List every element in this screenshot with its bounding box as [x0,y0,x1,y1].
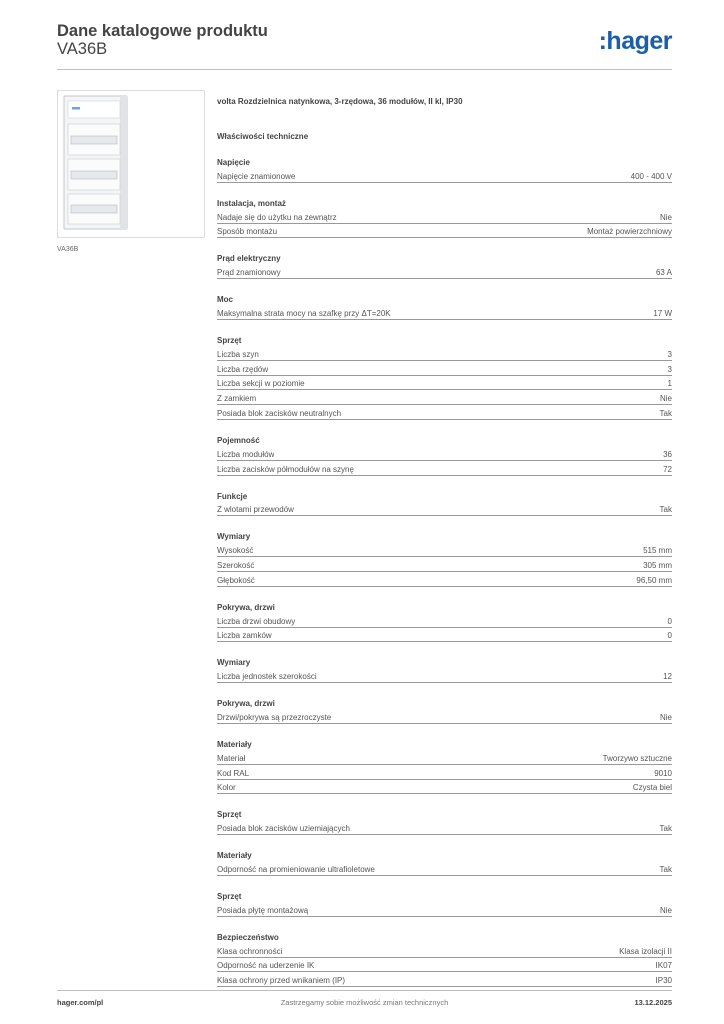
header-divider [57,69,672,70]
spec-value: Tak [659,824,672,834]
spec-group-title: Pokrywa, drzwi [217,699,275,709]
distribution-board-illustration [58,91,204,237]
spec-value: 0 [667,631,672,641]
spec-group-title: Sprzęt [217,810,242,820]
spec-group-title: Sprzęt [217,335,242,345]
spec-group-title: Instalacja, montaż [217,198,286,208]
spec-group [217,699,672,724]
spec-label: Odporność na uderzenie IK [217,961,315,971]
spec-group [217,436,672,476]
spec-label: Liczba szyn [217,349,259,359]
spec-group [217,199,672,239]
spec-label: Liczba rzędów [217,364,269,374]
spec-label: Drzwi/pokrywa są przezroczyste [217,712,332,722]
spec-group [217,658,672,683]
spec-label: Liczba modułów [217,449,275,459]
spec-value: 9010 [654,768,672,778]
spec-group-title: Pojemność [217,435,260,445]
spec-value: 96,50 mm [636,575,672,585]
spec-label: Kod RAL [217,768,250,778]
spec-label: Posiada blok zacisków neutralnych [217,408,342,418]
page-footer [57,998,672,1010]
spec-value: Tworzywo sztuczne [602,753,672,763]
document-title: Dane katalogowe produktu [57,22,268,40]
spec-group [217,810,672,835]
spec-value: 36 [663,449,672,459]
spec-row [217,446,672,461]
spec-row [217,709,672,724]
spec-value: Tak [659,864,672,874]
spec-row [217,542,672,557]
technical-properties-heading: Właściwości techniczne [217,132,309,141]
spec-row [217,502,672,517]
spec-row [217,750,672,765]
product-specifications [217,97,672,987]
spec-value: 400 - 400 V [630,171,672,181]
product-description: volta Rozdzielnica natynkowa, 3-rzędowa, 36 modułów, II kl, IP30 [217,97,463,106]
spec-row [217,765,672,780]
spec-value: 0 [667,616,672,626]
spec-value: 63 A [655,268,672,278]
spec-value: 12 [663,672,672,682]
spec-label: Prąd znamionowy [217,268,281,278]
spec-row [217,264,672,279]
spec-group-title: Prąd elektryczny [217,254,281,264]
spec-group-title: Sprzęt [217,891,242,901]
spec-value: Klasa izolacji II [619,946,672,956]
spec-value: 305 mm [643,560,672,570]
spec-row [217,613,672,628]
spec-row [217,820,672,835]
spec-group-title: Napięcie [217,158,250,167]
spec-label: Kolor [217,783,236,793]
spec-group-title: Materiały [217,851,252,861]
spec-row [217,972,672,987]
spec-group [217,295,672,320]
spec-group [217,603,672,643]
spec-group-title: Funkcje [217,491,248,501]
spec-row [217,943,672,958]
spec-value: 515 mm [643,546,672,556]
spec-label: Z wlotami przewodów [217,505,294,515]
spec-row [217,376,672,391]
spec-label: Głębokość [217,575,255,585]
spec-label: Klasa ochrony przed wnikaniem (IP) [217,976,346,986]
spec-label: Liczba jednostek szerokości [217,672,317,682]
spec-label: Liczba sekcji w poziomie [217,379,305,389]
spec-row [217,405,672,420]
footer-website: hager.com/pl [57,998,104,1007]
spec-value: Nie [659,212,672,222]
spec-label: Szerokość [217,560,255,570]
spec-group [217,740,672,794]
footer-date: 13.12.2025 [634,998,672,1007]
spec-group-title: Pokrywa, drzwi [217,602,275,612]
spec-row [217,780,672,795]
spec-label: Z zamkiem [217,394,257,404]
spec-row [217,958,672,973]
spec-row [217,861,672,876]
spec-row [217,209,672,224]
spec-label: Liczba zacisków półmodułów na szynę [217,464,354,474]
product-image-caption: VA36B [57,246,79,253]
spec-label: Sposób montażu [217,227,278,237]
spec-label: Klasa ochronności [217,946,283,956]
spec-group-title: Wymiary [217,658,251,668]
spec-group [217,254,672,279]
spec-group-title: Bezpieczeństwo [217,932,279,942]
spec-label: Posiada płytę montażową [217,905,309,915]
spec-group [217,933,672,987]
spec-label: Wysokość [217,546,254,556]
spec-value: 3 [667,349,672,359]
spec-value: IK07 [655,961,672,971]
spec-value: 3 [667,364,672,374]
product-code: VA36B [57,40,108,58]
spec-label: Liczba drzwi obudowy [217,616,296,626]
spec-group-title: Wymiary [217,532,251,542]
spec-value: Montaż powierzchniowy [587,227,672,237]
spec-label: Nadaje się do użytku na zewnątrz [217,212,337,222]
spec-groups [217,158,672,987]
spec-group [217,892,672,917]
spec-group [217,492,672,517]
spec-row [217,168,672,183]
spec-label: Posiada blok zacisków uziemiających [217,824,350,834]
spec-row [217,305,672,320]
spec-row [217,572,672,587]
hager-logo: :hager [598,27,672,55]
spec-value: Nie [659,905,672,915]
spec-value: 72 [663,464,672,474]
spec-row [217,346,672,361]
footer-divider [57,990,672,991]
spec-row [217,628,672,643]
spec-value: Czysta biel [632,783,672,793]
spec-row [217,390,672,405]
spec-group-title: Moc [217,295,233,305]
spec-group [217,336,672,420]
product-image [57,90,205,238]
page-header [57,22,672,62]
spec-label: Liczba zamków [217,631,272,641]
spec-value: IP30 [655,976,672,986]
spec-row [217,361,672,376]
spec-label: Napięcie znamionowe [217,171,296,181]
spec-label: Maksymalna strata mocy na szafkę przy ΔT=20K [217,308,391,318]
spec-row [217,557,672,572]
spec-group-title: Materiały [217,739,252,749]
spec-group [217,851,672,876]
spec-row [217,668,672,683]
spec-group [217,158,672,183]
spec-label: Materiał [217,753,246,763]
spec-value: Tak [659,408,672,418]
footer-disclaimer: Zastrzegamy sobie możliwość zmian technicznych [280,998,449,1007]
spec-group [217,532,672,586]
spec-label: Odporność na promieniowanie ultrafioletowe [217,864,375,874]
spec-value: Tak [659,505,672,515]
spec-value: 1 [667,379,672,389]
spec-row [217,224,672,239]
spec-row [217,902,672,917]
spec-value: 17 W [653,308,672,318]
spec-value: Nie [659,394,672,404]
spec-value: Nie [659,712,672,722]
spec-row [217,461,672,476]
